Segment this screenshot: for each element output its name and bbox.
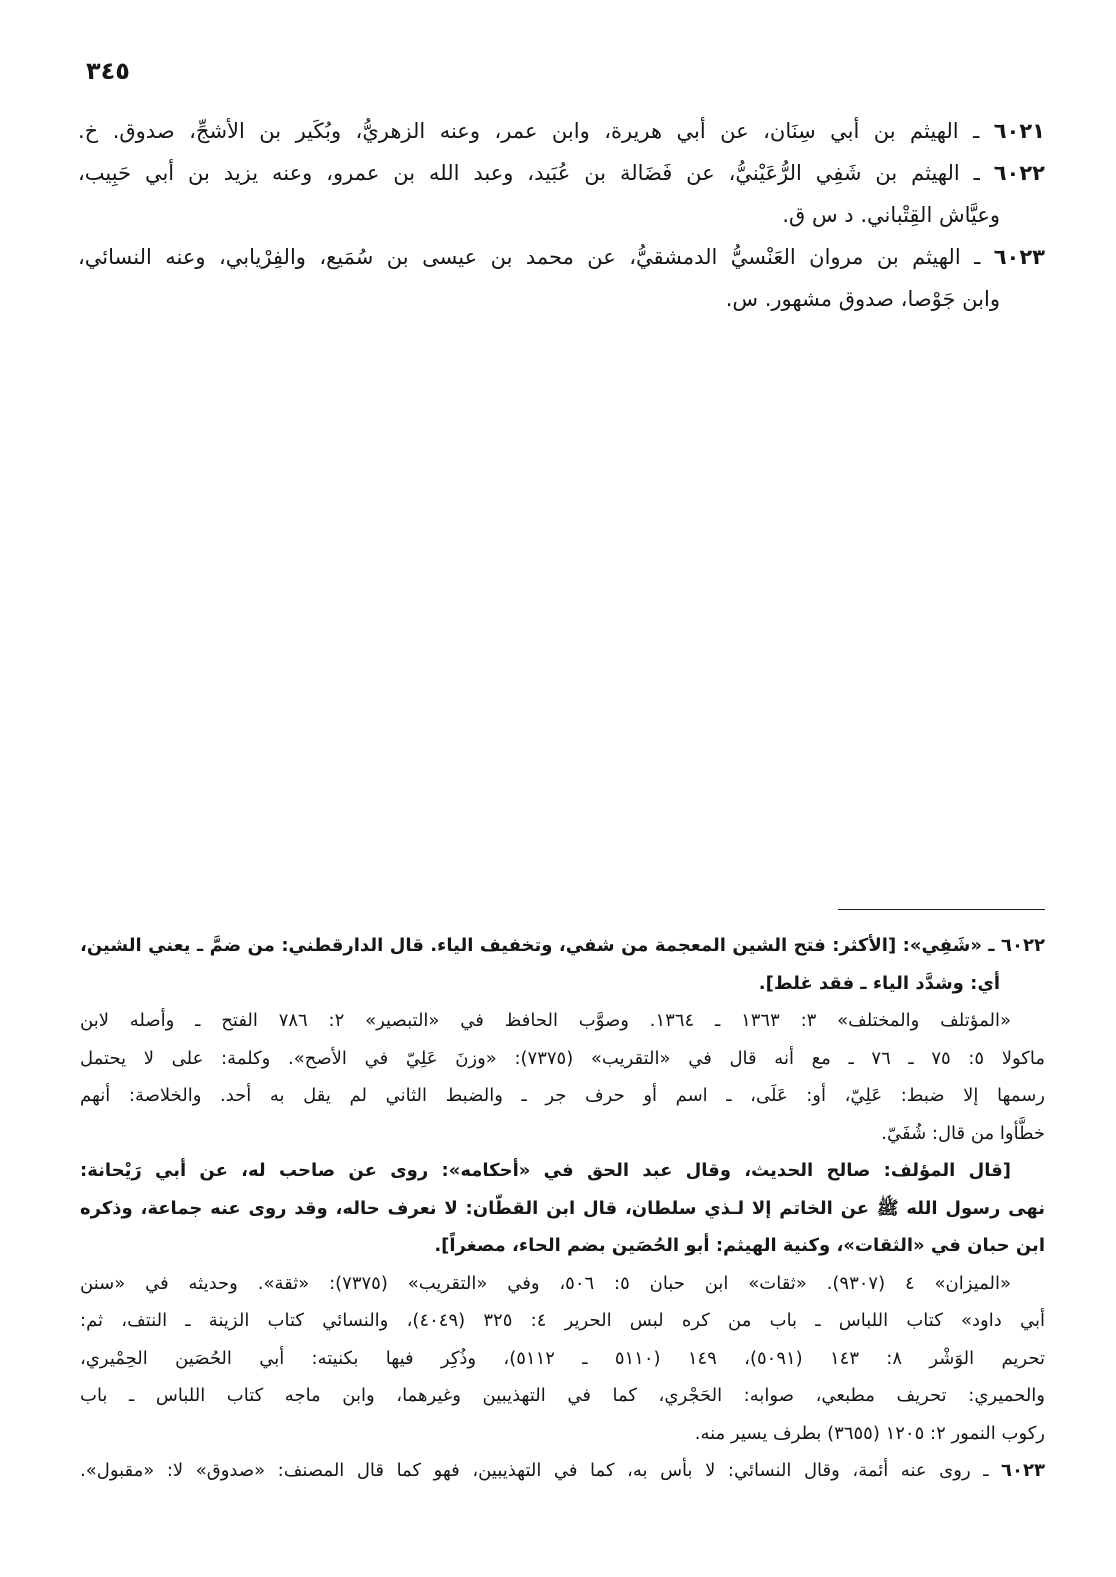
footnote-number: ٦٠٢٢	[1001, 935, 1045, 956]
entry-text: الهيثم بن شَفِي الرُّعَيْنيُّ، عن فَضَالة بن عُبَيد، وعبد الله بن عمرو، وعنه يزيد بن أبي حَبِيب،	[78, 161, 960, 185]
footnote-number: ٦٠٢٣	[1001, 1460, 1045, 1481]
footnote-line: رسمها إلا ضبط: عَلِيّ، أو: عَلَى، ـ اسم أو حرف جر ـ والضبط الثاني لم يقل به أحد. والخلاصة: أنهم	[80, 1085, 1045, 1106]
main-text	[78, 110, 1045, 320]
entry-dash: ـ	[974, 245, 981, 269]
footnote-separator	[838, 909, 1045, 910]
footnote-line: أبي داود» كتاب اللباس ـ باب من كره لبس الحرير ٤: ٣٢٥ (٤٠٤٩)، والنسائي كتاب الزينة ـ النتف، ثم:	[80, 1310, 1045, 1331]
footnote-text: «شَفِي»: [الأكثر: فتح الشين المعجمة من شفي، وتخفيف الياء. قال الدارقطني: من ضمَّ ـ يعني الشين،	[80, 935, 982, 956]
footnote-text: روى عنه أئمة، وقال النسائي: لا بأس به، كما في التهذيبين، فهو كما قال المصنف: «صدوق» لا: «مقبول».	[80, 1460, 971, 1481]
entry-text: الهيثم بن أبي سِنَان، عن أبي هريرة، وابن عمر، وعنه الزهريُّ، وبُكَير بن الأشجِّ، صدوق. خ.	[78, 119, 959, 143]
entry-line: وعيَّاش القِتْباني. د س ق.	[782, 203, 1000, 227]
entry-line	[78, 236, 1045, 278]
entry-line: وابن جَوْصا، صدوق مشهور. س.	[725, 287, 1000, 311]
footnote-line: «الميزان» ٤ (٩٣٠٧). «ثقات» ابن حبان ٥: ٥٠٦، وفي «التقريب» (٧٣٧٥): «ثقة». وحديثه في «سنن	[80, 1272, 1011, 1294]
entry-number: ٦٠٢٢	[993, 161, 1046, 185]
footnote-dash: ـ	[988, 935, 995, 956]
footnote-line: تحريم الوَشْر ٨: ١٤٣ (٥٠٩١)، ١٤٩ (٥١١٠ ـ ٥١١٢)، وذُكِر فيها بكنيته: أبي الحُصَين الحِمْيري،	[80, 1347, 1045, 1369]
footnote-line: نهى رسول الله ﷺ عن الخاتم إلا لـذي سلطان، قال ابن القطّان: لا نعرف حاله، وقد روى عنه جماعة، وذكره	[80, 1197, 1045, 1219]
footnote-line: [قال المؤلف: صالح الحديث، وقال عبد الحق في «أحكامه»: روى عن صاحب له، عن أبي رَيْحانة:	[80, 1160, 1011, 1181]
footnote-line	[80, 1452, 1045, 1490]
footnote-line: أي: وشدَّد الياء ـ فقد غلط].	[758, 972, 1000, 994]
footnote-line: «المؤتلف والمختلف» ٣: ١٣٦٣ ـ ١٣٦٤. وصوَّب الحافظ في «التبصير» ٢: ٧٨٦ الفتح ـ وأصله لابن	[80, 1010, 1011, 1031]
list-item	[78, 152, 1045, 236]
footnote	[80, 1452, 1045, 1490]
entry-dash: ـ	[973, 119, 980, 143]
footnote-dash: ـ	[983, 1460, 989, 1481]
footnote	[80, 927, 1045, 1452]
entry-number: ٦٠٢٣	[993, 245, 1045, 269]
footnote-line: والحميري: تحريف مطبعي، صوابه: الحَجْري، كما في التهذيبين وغيرهما، وابن ماجه كتاب اللباس ـ باب	[80, 1385, 1045, 1406]
footnote-paragraph	[80, 1152, 1045, 1265]
page-number: ٣٤٥	[86, 57, 130, 85]
entry-text: الهيثم بن مروان العَنْسيُّ الدمشقيُّ، عن محمد بن عيسى بن سُمَيع، والفِرْيابي، وعنه النسائي،	[78, 245, 961, 269]
footnote-line: ماكولا ٥: ٧٥ ـ ٧٦ ـ مع أنه قال في «التقريب» (٧٣٧٥): «وزنَ عَلِيّ في الأصح». وكلمة: على لا يحتمل	[80, 1047, 1045, 1069]
entry-dash: ـ	[973, 161, 980, 185]
list-item	[78, 236, 1045, 320]
list-item	[78, 110, 1045, 152]
entry-line	[78, 152, 1045, 194]
footnote-paragraph	[80, 1002, 1045, 1152]
footnote-paragraph	[80, 1265, 1045, 1453]
footnote-line: ركوب النمور ٢: ١٢٠٥ (٣٦٥٥) بطرف يسير منه.	[694, 1422, 1045, 1444]
footnotes	[80, 927, 1045, 1490]
entry-number: ٦٠٢١	[993, 119, 1045, 143]
entry-line	[78, 110, 1045, 152]
footnote-line: خطَّأوا من قال: شُفَيّ.	[881, 1122, 1045, 1144]
footnote-paragraph	[80, 1452, 1045, 1490]
footnote-line: ابن حبان في «الثقات»، وكنية الهيثم: أبو الحُصَين بضم الحاء، مصغراً].	[434, 1235, 1045, 1256]
footnote-line	[80, 927, 1045, 965]
footnote-paragraph	[80, 927, 1045, 1002]
